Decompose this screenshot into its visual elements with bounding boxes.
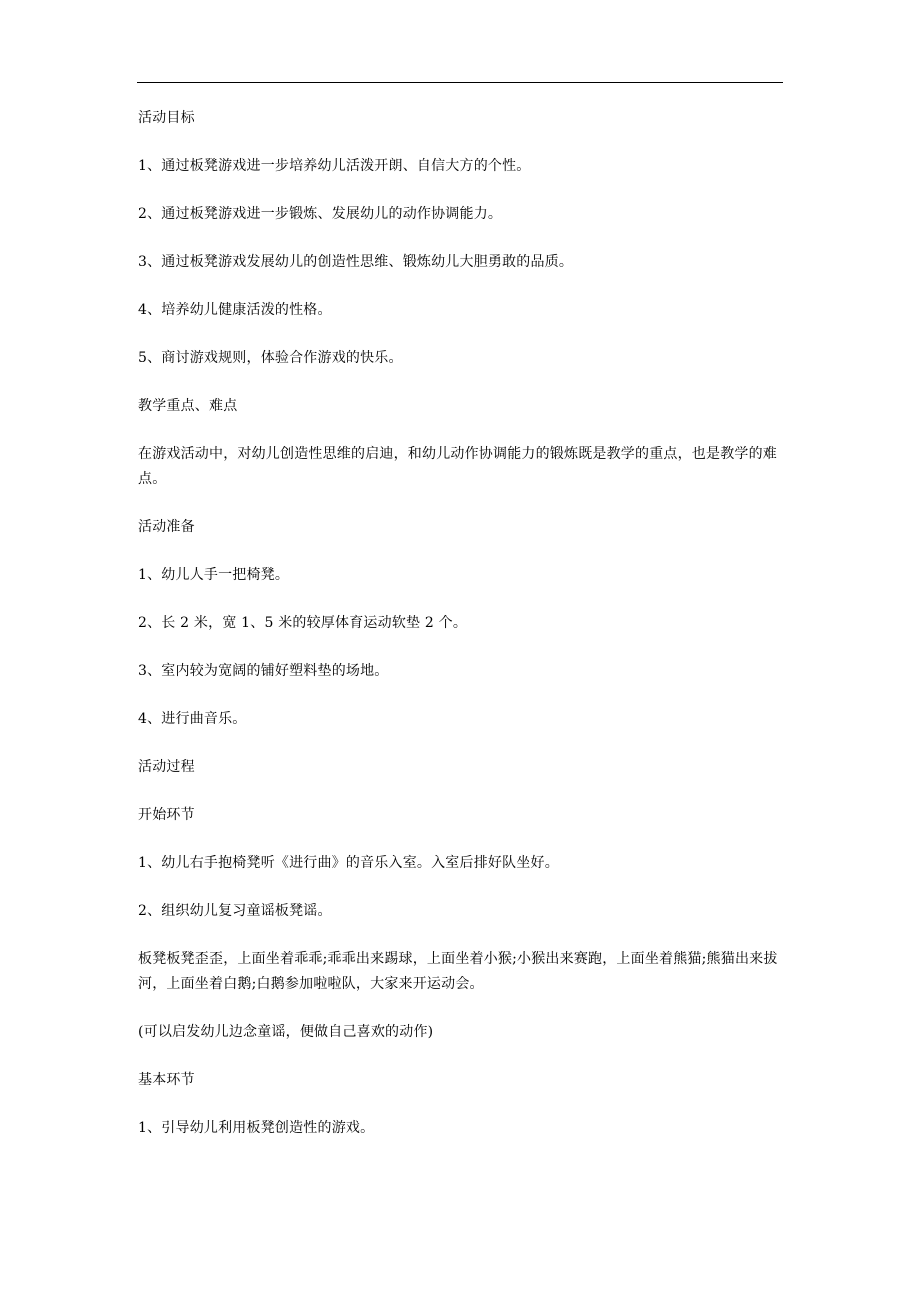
goal-item-4: 4、培养幼儿健康活泼的性格。 [138,302,332,318]
preparation-item-3: 3、室内较为宽阔的铺好塑料垫的场地。 [138,663,389,679]
goal-item-2: 2、通过板凳游戏进一步锻炼、发展幼儿的动作协调能力。 [138,206,503,222]
preparation-item-4: 4、进行曲音乐。 [138,711,247,727]
nursery-rhyme-text: 板凳板凳歪歪，上面坐着乖乖;乖乖出来踢球，上面坐着小猴;小猴出来赛跑，上面坐着熊猫;熊猫出来拔河，上面坐着白鹅;白鹅参加啦啦队，大家来开运动会。 [138,951,778,992]
section-heading-preparation: 活动准备 [138,519,195,535]
basic-item-1: 1、引导幼儿利用板凳创造性的游戏。 [138,1120,375,1136]
goal-item-1: 1、通过板凳游戏进一步培养幼儿活泼开朗、自信大方的个性。 [138,158,531,174]
opening-item-1: 1、幼儿右手抱椅凳听《进行曲》的音乐入室。入室后排好队坐好。 [138,855,559,871]
preparation-item-1: 1、幼儿人手一把椅凳。 [138,567,290,583]
subheading-basic: 基本环节 [138,1072,195,1088]
subheading-opening: 开始环节 [138,807,195,823]
section-heading-goals: 活动目标 [138,110,195,126]
preparation-item-2: 2、长 2 米，宽 1、5 米的较厚体育运动软垫 2 个。 [138,615,468,631]
rhyme-note: (可以启发幼儿边念童谣，便做自己喜欢的动作) [138,1024,434,1040]
section-heading-key-points: 教学重点、难点 [138,398,238,414]
key-points-text: 在游戏活动中，对幼儿创造性思维的启迪，和幼儿动作协调能力的锻炼既是教学的重点，也是教学的难点。 [138,446,777,487]
goal-item-5: 5、商讨游戏规则，体验合作游戏的快乐。 [138,350,403,366]
opening-item-2: 2、组织幼儿复习童谣板凳谣。 [138,903,332,919]
goal-item-3: 3、通过板凳游戏发展幼儿的创造性思维、锻炼幼儿大胆勇敢的品质。 [138,254,574,270]
document-body [138,106,786,1164]
header-rule [137,82,783,83]
section-heading-process: 活动过程 [138,759,195,775]
